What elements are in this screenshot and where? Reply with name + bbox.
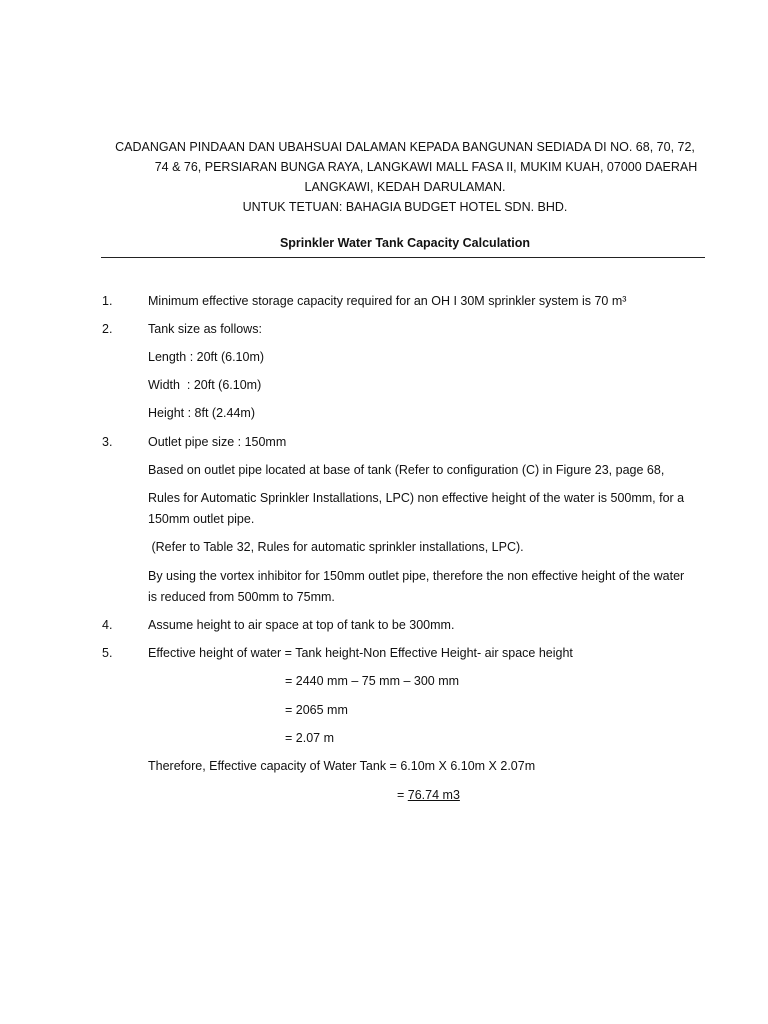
- paragraph-line: Based on outlet pipe located at base of tank (Refer to configuration (C) in Figure 23, page 68,: [148, 463, 665, 477]
- item-text: Effective height of water = Tank height-Non Effective Height- air space height: [148, 646, 573, 660]
- result-prefix: =: [397, 788, 408, 802]
- calc-line: = 2065 mm: [285, 703, 348, 717]
- item-number: 2.: [102, 322, 113, 336]
- therefore-line: Therefore, Effective capacity of Water Tank = 6.10m X 6.10m X 2.07m: [148, 759, 536, 773]
- header-line-3: LANGKAWI, KEDAH DARULAMAN.: [304, 180, 506, 194]
- item-number: 1.: [102, 294, 113, 308]
- paragraph-line: 150mm outlet pipe.: [148, 512, 255, 526]
- item-text: Tank size as follows:: [148, 322, 262, 336]
- item-text: Minimum effective storage capacity required for an OH I 30M sprinkler system is 70 m³: [148, 294, 627, 308]
- result-value: 76.74 m3: [407, 788, 460, 802]
- project-header: [100, 137, 710, 217]
- tank-width: Width : 20ft (6.10m): [148, 378, 262, 392]
- title-divider: [101, 257, 705, 258]
- calc-line: = 2440 mm – 75 mm – 300 mm: [285, 674, 460, 688]
- item-text: Outlet pipe size : 150mm: [148, 435, 287, 449]
- tank-length: Length : 20ft (6.10m): [148, 350, 265, 364]
- header-line-1: CADANGAN PINDAAN DAN UBAHSUAI DALAMAN KEPADA BANGUNAN SEDIADA DI NO. 68, 70, 72,: [115, 140, 695, 154]
- header-line-4: UNTUK TETUAN: BAHAGIA BUDGET HOTEL SDN. BHD.: [242, 200, 568, 214]
- document-title: Sprinkler Water Tank Capacity Calculation: [279, 236, 531, 250]
- item-number: 5.: [102, 646, 113, 660]
- paragraph-line: Rules for Automatic Sprinkler Installations, LPC) non effective height of the water is 500mm, for a: [148, 491, 685, 505]
- paragraph-line: By using the vortex inhibitor for 150mm outlet pipe, therefore the non effective height of the water: [148, 569, 685, 583]
- tank-height: Height : 8ft (2.44m): [148, 406, 255, 420]
- result-line: [397, 787, 460, 803]
- item-text: Assume height to air space at top of tank to be 300mm.: [148, 618, 455, 632]
- paragraph-line: (Refer to Table 32, Rules for automatic sprinkler installations, LPC).: [148, 540, 524, 554]
- item-number: 3.: [102, 435, 113, 449]
- calc-line: = 2.07 m: [285, 731, 334, 745]
- item-number: 4.: [102, 618, 113, 632]
- paragraph-line: is reduced from 500mm to 75mm.: [148, 590, 335, 604]
- header-line-2: 74 & 76, PERSIARAN BUNGA RAYA, LANGKAWI MALL FASA II, MUKIM KUAH, 07000 DAERAH: [154, 160, 698, 174]
